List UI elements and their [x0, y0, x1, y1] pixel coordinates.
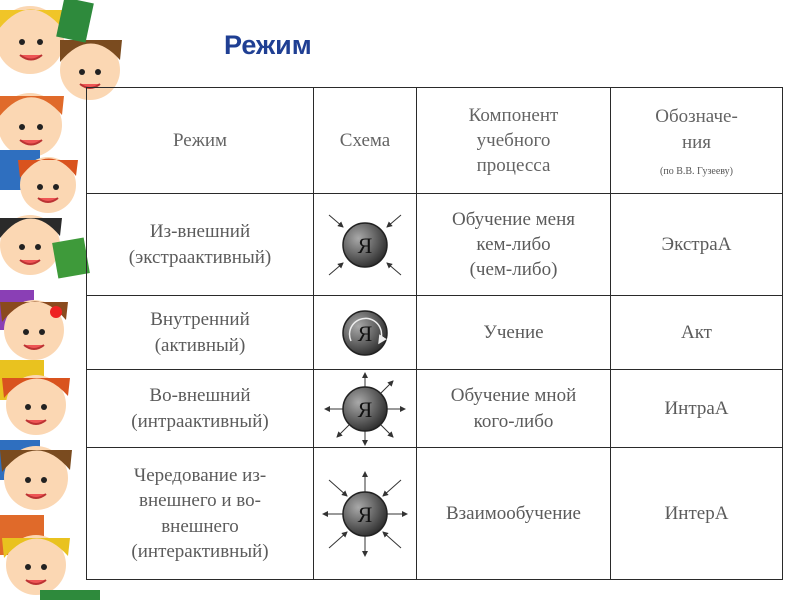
table-row	[87, 194, 783, 296]
table-row	[87, 448, 783, 580]
mode-line: (экстраактивный)	[128, 246, 272, 268]
mode-line: Из-внешний	[149, 221, 251, 243]
designation-cell: ИнтерА	[611, 448, 783, 580]
component-line: кем-либо	[476, 233, 551, 255]
mode-line: (активный)	[154, 334, 246, 356]
scheme-cell	[314, 296, 417, 370]
designation-cell: ЭкстраА	[611, 194, 783, 296]
arrows-outward-icon	[323, 371, 407, 447]
arrows-bidirectional-icon	[321, 469, 409, 559]
mode-cell	[87, 448, 314, 580]
component-cell	[417, 194, 611, 296]
scheme-letter: Я	[357, 232, 373, 258]
mode-line: (интраактивный)	[131, 410, 269, 432]
header-component-line: учебного	[476, 129, 551, 151]
table-row	[87, 296, 783, 370]
designation-cell: ИнтраА	[611, 370, 783, 448]
mode-cell	[87, 296, 314, 370]
kid-face-4	[18, 157, 78, 213]
component-line: (чем-либо)	[469, 259, 558, 281]
component-line: Обучение мной	[450, 385, 577, 407]
scheme-letter: Я	[357, 501, 373, 527]
header-designation-line: ния	[681, 131, 712, 153]
kid-face-8	[0, 446, 72, 510]
mode-line: внешнего	[161, 515, 239, 537]
kid-face-7	[2, 375, 70, 435]
kid-face-6	[0, 300, 68, 360]
mode-line: (интерактивный)	[131, 540, 269, 562]
mode-line: Во-внешний	[149, 385, 251, 407]
mode-line: Внутренний	[150, 309, 250, 331]
page-title: Режим	[224, 30, 312, 60]
mode-line: внешнего и во-	[139, 490, 261, 512]
component-line: Обучение меня	[451, 208, 576, 230]
mode-line: Чередование из-	[133, 465, 267, 487]
header-component-line: Компонент	[468, 104, 559, 126]
header-designation-line: Обозначе-	[655, 106, 738, 128]
header-designation-note: (по В.В. Гузееву)	[660, 165, 733, 177]
modes-table	[86, 87, 783, 580]
scheme-cell	[314, 370, 417, 448]
self-loop-arrow-icon	[335, 303, 395, 363]
scheme-cell	[314, 448, 417, 580]
header-component-line: процесса	[476, 155, 551, 177]
kid-face-3	[0, 93, 64, 157]
component-line: кого-либо	[473, 410, 554, 432]
scheme-letter: Я	[357, 396, 373, 422]
arrows-inward-icon	[325, 205, 405, 285]
component-cell: Учение	[417, 296, 611, 370]
header-mode: Режим	[87, 88, 314, 194]
kid-face-1	[0, 6, 64, 74]
kid-face-9	[2, 535, 70, 595]
header-designation	[611, 88, 783, 194]
scheme-letter: Я	[357, 320, 373, 346]
mode-cell	[87, 370, 314, 448]
table-header-row	[87, 88, 783, 194]
table-row	[87, 370, 783, 448]
header-scheme: Схема	[314, 88, 417, 194]
mode-cell	[87, 194, 314, 296]
scheme-cell	[314, 194, 417, 296]
designation-cell: Акт	[611, 296, 783, 370]
component-cell: Взаимообучение	[417, 448, 611, 580]
header-component	[417, 88, 611, 194]
component-cell	[417, 370, 611, 448]
